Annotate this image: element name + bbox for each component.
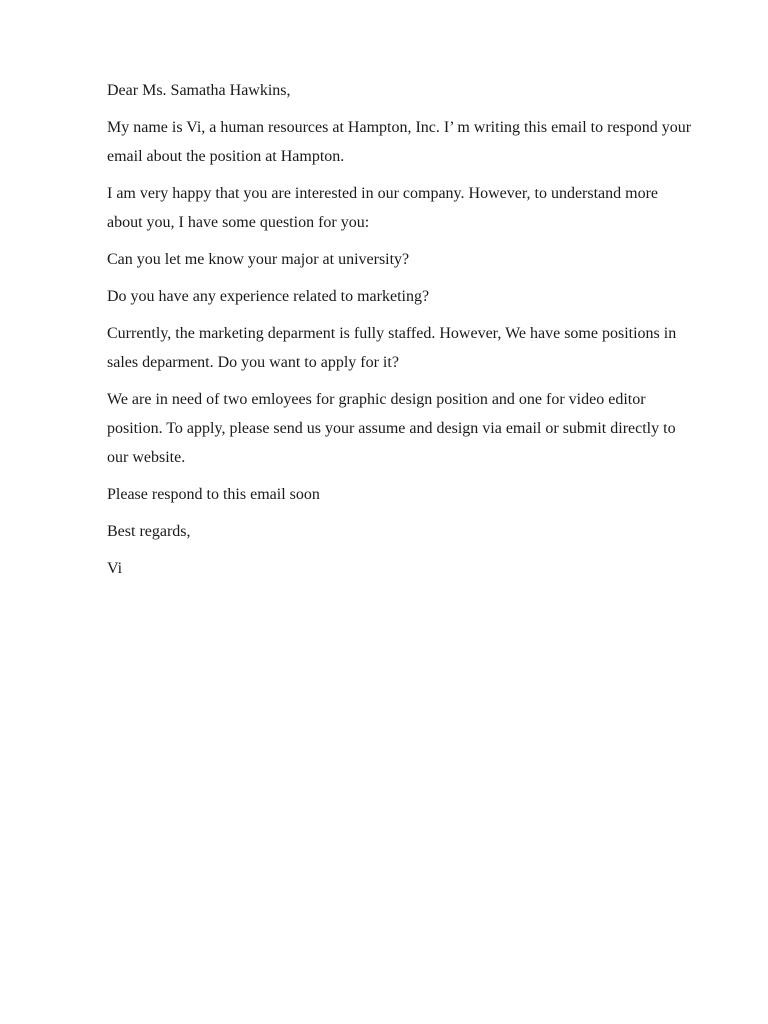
letter-closing: Best regards, xyxy=(107,523,191,540)
letter-question-experience: Do you have any experience related to marketing? xyxy=(107,288,430,305)
letter-body xyxy=(107,76,697,591)
letter-signature: Vi xyxy=(107,560,123,577)
letter-paragraph-sales: Currently, the marketing deparment is fully staffed. However, We have some positions in sales deparment. Do you want to apply for it? xyxy=(107,325,677,371)
letter-greeting: Dear Ms. Samatha Hawkins, xyxy=(107,82,291,99)
letter-paragraph-interest: I am very happy that you are interested in our company. However, to understand more about you, I have some question for you: xyxy=(107,185,659,231)
letter-paragraph-intro: My name is Vi, a human resources at Hampton, Inc. I’ m writing this email to respond your email about the position at Hampton. xyxy=(107,119,692,165)
letter-paragraph-respond: Please respond to this email soon xyxy=(107,486,320,503)
letter-question-major: Can you let me know your major at university? xyxy=(107,251,410,268)
letter-paragraph-design: We are in need of two emloyees for graphic design position and one for video editor position. To apply, please send us your assume and design via email or submit directly to our website. xyxy=(107,391,676,466)
